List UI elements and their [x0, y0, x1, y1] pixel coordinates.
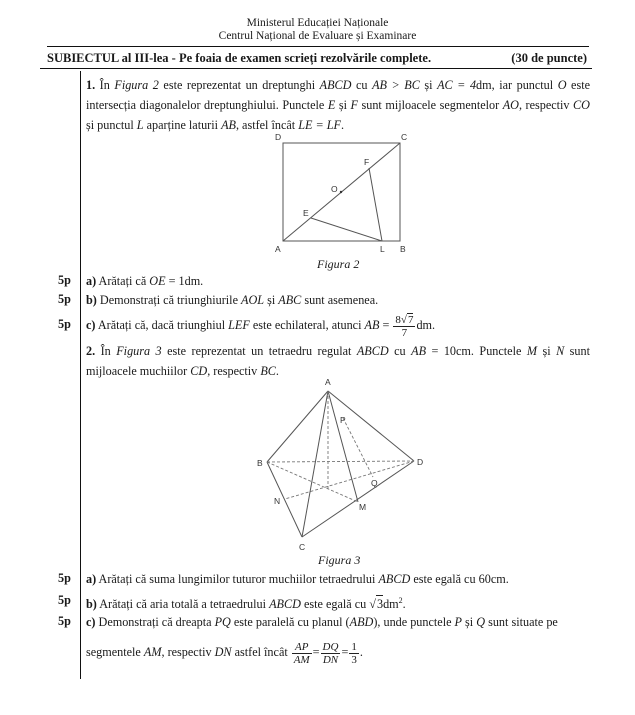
- math: LE = LF: [298, 118, 341, 132]
- score-1b: 5p: [58, 292, 71, 306]
- item-2a: [86, 571, 509, 587]
- text: .: [402, 597, 406, 612]
- math: ABC: [278, 293, 302, 307]
- numerator: 8: [395, 314, 401, 327]
- item-letter: b): [86, 293, 97, 307]
- label-d3: D: [417, 457, 424, 467]
- numerator: DQ: [322, 640, 339, 653]
- numerator: 1: [351, 640, 357, 653]
- text: este egală cu 60: [410, 572, 491, 586]
- segment-el: [311, 218, 382, 241]
- text: , respectiv: [207, 364, 261, 378]
- figure-ref: Figura 2: [114, 78, 159, 92]
- problem-1-number: 1.: [86, 78, 96, 92]
- segment-dn: [285, 461, 414, 499]
- math: PQ: [214, 615, 231, 629]
- math: E: [327, 98, 336, 112]
- label-e: E: [303, 208, 309, 218]
- score-1c: 5p: [58, 317, 71, 331]
- text: sunt mijloacele segmentelor: [357, 98, 503, 112]
- text: În: [95, 78, 115, 92]
- math: P: [454, 615, 462, 629]
- text: Arătați că, dacă triunghiul: [95, 318, 229, 332]
- label-m3: M: [359, 502, 367, 512]
- item-2c-line1: [86, 614, 558, 630]
- text: cu: [388, 344, 412, 358]
- edge-ab: [267, 391, 328, 462]
- label-b3: B: [257, 458, 263, 468]
- math: ABCD: [378, 572, 411, 586]
- text: este echilateral, atunci: [249, 318, 365, 332]
- text: este egală cu: [300, 597, 370, 612]
- segment-pq: [343, 418, 373, 477]
- text: .: [505, 572, 509, 586]
- item-1a: [86, 273, 203, 289]
- text: sunt asemenea.: [301, 293, 379, 307]
- item-2b: b) Arătați că aria totală a tetraedrului ABCD este egală cu $√3dm^2$.: [86, 596, 406, 612]
- math: Q: [476, 615, 486, 629]
- text: , respectiv: [161, 645, 215, 659]
- label-a3: A: [325, 377, 331, 387]
- edge-bd: [267, 461, 414, 462]
- text: , respectiv: [518, 98, 574, 112]
- figure-3: [267, 391, 414, 537]
- point-o: [340, 191, 342, 193]
- figure-ref: Figura 3: [116, 344, 162, 358]
- math: AOL: [241, 293, 265, 307]
- item-letter: a): [86, 572, 97, 586]
- item-letter: b): [86, 597, 97, 612]
- math: ABCD: [269, 597, 301, 612]
- score-1a: 5p: [58, 273, 71, 287]
- segment-bm: [267, 462, 358, 502]
- math: BC: [260, 364, 276, 378]
- label-a: A: [275, 244, 281, 254]
- unit: cm: [490, 572, 506, 586]
- edge-cd: [302, 461, 414, 537]
- math: OE: [149, 274, 166, 288]
- problem-2-statement: [86, 341, 590, 381]
- math: CO: [573, 98, 590, 112]
- label-b: B: [400, 244, 406, 254]
- figure-3-caption: Figura 3: [318, 553, 361, 567]
- score-2a: 5p: [58, 571, 71, 585]
- item-1c: [86, 305, 435, 345]
- text: astfel încât: [231, 645, 291, 659]
- text: este reprezentat un tetraedru regulat: [161, 344, 357, 358]
- math: CD: [190, 364, 208, 378]
- text: sunt situate pe: [485, 615, 558, 629]
- radicand: 3: [376, 597, 384, 612]
- math: O: [557, 78, 567, 92]
- text: sunt mijloacele muchiilor: [86, 344, 591, 378]
- text: .: [340, 118, 345, 132]
- math: ABCD: [319, 78, 352, 92]
- math: ABD: [349, 615, 374, 629]
- text: . Punctele: [470, 344, 527, 358]
- fraction: $\frac{8√7}{7}$: [395, 314, 414, 340]
- text: este intersecția diagonalelor dreptunghiului. Punctele: [86, 78, 591, 112]
- fraction-one-third: [349, 641, 359, 666]
- text: = 1: [165, 274, 185, 288]
- text: Demonstrați că dreapta: [95, 615, 215, 629]
- item-letter: a): [86, 274, 97, 288]
- math: F: [350, 98, 358, 112]
- math: AB > BC: [372, 78, 420, 92]
- text: Arătați că suma lungimilor tuturor muchiilor tetraedrului: [96, 572, 379, 586]
- denominator: 3: [351, 653, 357, 666]
- figure-2-caption: Figura 2: [317, 257, 360, 271]
- math: M: [526, 344, 538, 358]
- math: DN: [214, 645, 232, 659]
- item-2c-line2: segmentele AM, respectiv DN astfel încât $\frac{AP}{AM}$ = $\frac{DQ}{DN}$ = $\frac{1}{3}$ .: [86, 640, 363, 666]
- text: și: [335, 98, 351, 112]
- text: .: [359, 645, 363, 659]
- label-p3: P: [340, 415, 346, 425]
- unit: dm: [416, 318, 433, 332]
- fraction-ap-am: [292, 641, 312, 666]
- text: .: [432, 318, 436, 332]
- text: , iar punctul: [491, 78, 558, 92]
- problem-2-number: 2.: [86, 344, 96, 358]
- text: și: [462, 615, 477, 629]
- math: AB: [221, 118, 236, 132]
- denominator: 7: [401, 327, 408, 340]
- item-letter: c): [86, 318, 96, 332]
- math: ABCD: [356, 344, 389, 358]
- text: Arătați că aria totală a tetraedrului: [96, 597, 270, 612]
- fraction-dq-dn: [321, 641, 341, 666]
- unit: cm: [456, 344, 471, 358]
- math: LEF: [228, 318, 250, 332]
- label-d: D: [275, 132, 282, 142]
- math: AB: [364, 318, 380, 332]
- figure-3-hidden: [267, 391, 414, 502]
- label-q3: Q: [371, 478, 378, 488]
- numerator: AP: [292, 641, 312, 654]
- label-c: C: [401, 132, 408, 142]
- text: = 10: [426, 344, 457, 358]
- math: AO: [502, 98, 519, 112]
- text: ), unde punctele: [373, 615, 455, 629]
- subject-points: (30 de puncte): [511, 51, 587, 65]
- text: și: [419, 78, 438, 92]
- math: AM: [143, 645, 162, 659]
- text: aparține laturii: [143, 118, 222, 132]
- math: AC = 4: [437, 78, 477, 92]
- label-l: L: [380, 244, 385, 254]
- math: N: [556, 344, 565, 358]
- denominator: AM: [293, 653, 310, 666]
- exponent: 2: [398, 596, 403, 605]
- label-f: F: [364, 157, 370, 167]
- segment-fl: [369, 168, 382, 241]
- math: AB: [411, 344, 427, 358]
- label-n3: N: [274, 496, 281, 506]
- text: , astfel încât: [235, 118, 299, 132]
- score-2c: 5p: [58, 614, 71, 628]
- label-c3: C: [299, 542, 306, 552]
- text: =: [379, 318, 393, 332]
- text: segmentele: [86, 645, 144, 659]
- text: În: [95, 344, 117, 358]
- text: și: [537, 344, 557, 358]
- text: .: [275, 364, 279, 378]
- edge-bc: [267, 462, 302, 537]
- text: este reprezentat un dreptunghi: [158, 78, 320, 92]
- text: și: [264, 293, 279, 307]
- edge-ac: [302, 391, 328, 537]
- label-o: O: [331, 184, 338, 194]
- radicand: 7: [407, 314, 414, 327]
- center-name: Centrul Național de Evaluare și Examinare: [218, 30, 417, 42]
- text: Arătați că: [96, 274, 150, 288]
- text: și punctul: [86, 118, 137, 132]
- ministry-name: Ministerul Educației Naționale: [246, 17, 389, 29]
- item-letter: c): [86, 615, 96, 629]
- text: este paralelă cu planul (: [230, 615, 350, 629]
- text: cu: [351, 78, 373, 92]
- score-2b: 5p: [58, 593, 71, 607]
- text: .: [200, 274, 204, 288]
- denominator: DN: [322, 653, 339, 666]
- unit: dm: [184, 274, 201, 288]
- subject-title: SUBIECTUL al III-lea - Pe foaia de examen scrieți rezolvările complete.: [47, 51, 432, 65]
- text: Demonstrați că triunghiurile: [96, 293, 242, 307]
- unit: dm: [476, 78, 492, 92]
- unit: dm: [383, 597, 399, 612]
- math: L: [136, 118, 144, 132]
- edge-ad: [328, 391, 414, 461]
